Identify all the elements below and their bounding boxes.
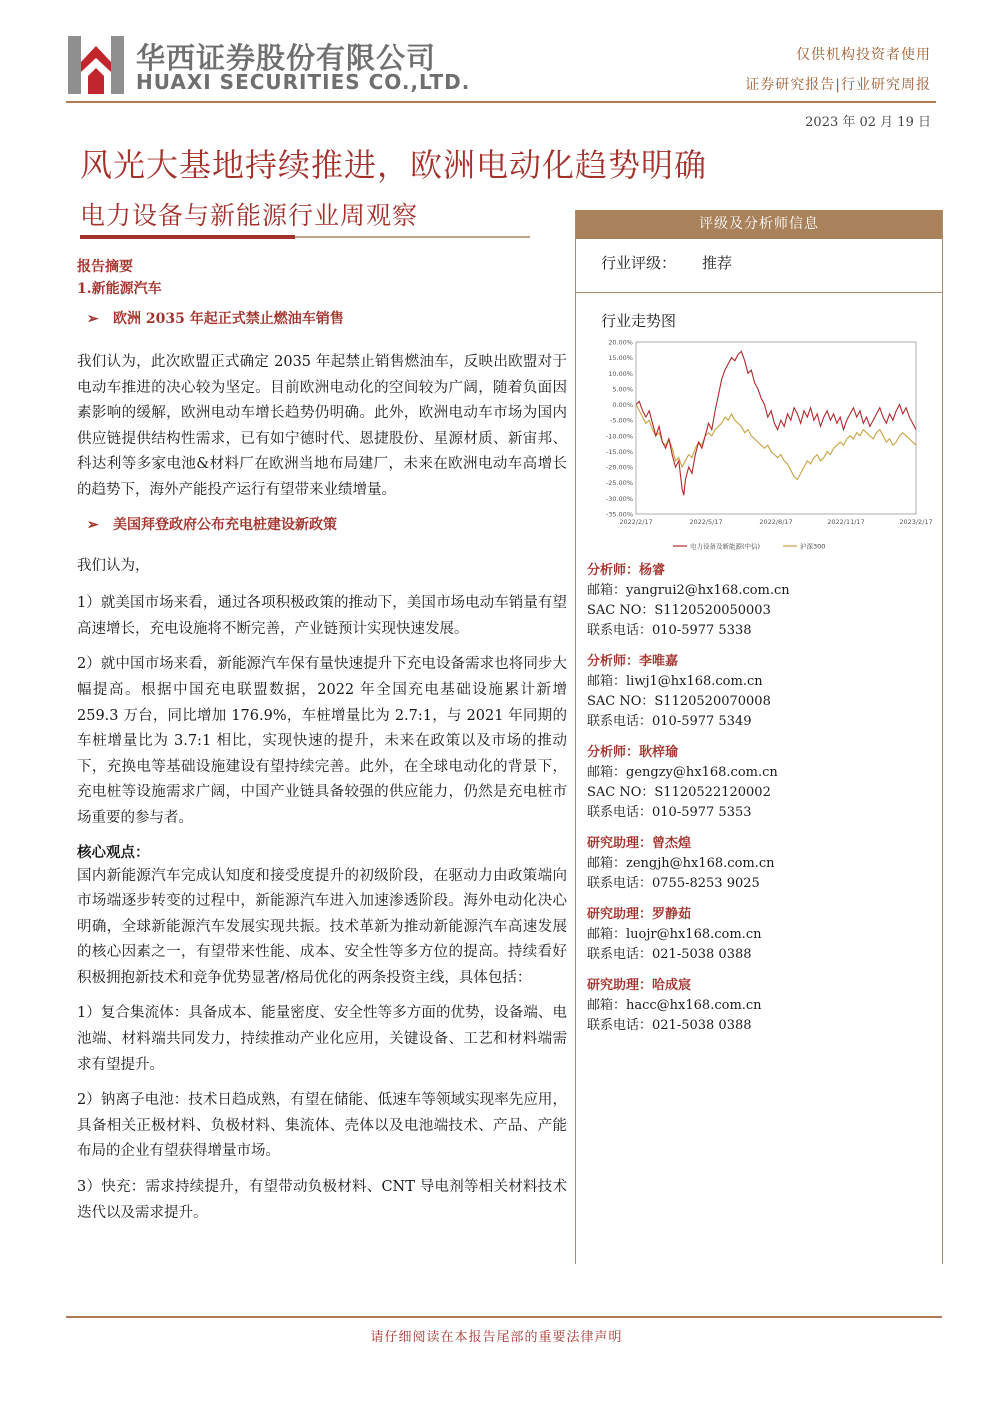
x-tick-label: 2022/8/17 bbox=[759, 518, 793, 526]
company-name-en: HUAXI SECURITIES CO.,LTD. bbox=[136, 70, 471, 94]
company-name-cn: 华西证券股份有限公司 bbox=[136, 41, 437, 75]
series-line bbox=[636, 405, 916, 480]
x-tick-label: 2023/2/17 bbox=[899, 518, 933, 526]
analyst-name: 分析师：李唯嘉 bbox=[587, 654, 679, 669]
bullet-arrow-icon: ➢ bbox=[87, 311, 99, 327]
legal-notice: 请仔细阅读在本报告尾部的重要法律声明 bbox=[370, 1330, 623, 1345]
trend-chart-svg bbox=[598, 338, 943, 560]
x-tick-label: 2022/2/17 bbox=[619, 518, 653, 526]
y-tick-label: -5.00% bbox=[610, 416, 633, 425]
paragraph-china-market: 2）就中国市场来看，新能源汽车保有量快速提升下充电设备需求也将同步大幅提高。根据中国充电联盟数据，2022 年全国充电基础设施累计新增 259.3 万台，同比增加 176.9%，车桩增量比为 2.7:1，与 2021 年同期的车桩增量比为 3.7:1 相比，实现快速的提升，未来在政策以及市场的推动下，充换电等基础设施建设有望持续完善。此外，在全球电动化的背景下，充电桩等设施需求广阔，中国产业链具备较强的供应能力，仍然是充电桩市场重要的参与者。 bbox=[77, 656, 567, 826]
bullet-text: 美国拜登政府公布充电桩建设新政策 bbox=[113, 516, 337, 533]
analyst-card bbox=[587, 834, 937, 894]
y-tick-label: 5.00% bbox=[612, 385, 633, 394]
analyst-sac-number: SAC NO：S1120520050003 bbox=[587, 603, 771, 618]
analyst-card bbox=[587, 976, 937, 1036]
summary-heading: 报告摘要 bbox=[77, 259, 133, 275]
analyst-phone: 联系电话：021-5038 0388 bbox=[587, 1018, 752, 1033]
footer-divider bbox=[66, 1316, 942, 1318]
analyst-phone: 联系电话：010-5977 5353 bbox=[587, 805, 752, 820]
bullet-heading-us bbox=[77, 514, 567, 536]
analyst-phone: 联系电话：010-5977 5349 bbox=[587, 714, 752, 729]
header-divider bbox=[66, 101, 936, 103]
rating-label: 行业评级： bbox=[601, 254, 677, 272]
section-heading-nev: 1.新能源汽车 bbox=[77, 281, 162, 297]
x-tick-label: 2022/11/17 bbox=[827, 518, 865, 526]
industry-rating bbox=[601, 252, 732, 273]
analyst-name: 研究助理：曾杰煌 bbox=[587, 836, 692, 851]
paragraph-sodium-battery: 2）钠离子电池：技术日趋成熟，有望在储能、低速车等领域实现率先应用，具备相关正极材料、负极材料、集流体、壳体以及电池端技术、产品、产能布局的企业有望获得增量市场。 bbox=[77, 1092, 567, 1160]
analyst-name: 分析师：杨睿 bbox=[587, 563, 666, 578]
y-tick-label: -30.00% bbox=[605, 494, 633, 503]
panel-heading: 评级及分析师信息 bbox=[576, 210, 942, 239]
analyst-email[interactable]: 邮箱：hacc@hx168.com.cn bbox=[587, 998, 762, 1013]
subtitle-accent-bar bbox=[80, 235, 295, 239]
audience-note: 仅供机构投资者使用 bbox=[796, 47, 931, 63]
paragraph-us-market: 1）就美国市场来看，通过各项积极政策的推动下，美国市场电动车销量有望高速增长，充电设施将不断完善，产业链预计实现快速发展。 bbox=[77, 595, 567, 637]
analyst-name: 研究助理：罗静茹 bbox=[587, 907, 692, 922]
legend-label: 电力设备及新能源(中信) bbox=[690, 542, 761, 551]
bullet-heading-europe bbox=[77, 308, 567, 330]
y-tick-label: -10.00% bbox=[605, 432, 633, 441]
y-tick-label: 20.00% bbox=[608, 338, 633, 347]
paragraph-core-view: 国内新能源汽车完成认知度和接受度提升的初级阶段，在驱动力由政策端向市场端逐步转变的过程中，新能源汽车进入加速渗透阶段。海外电动化决心明确，全球新能源汽车发展实现共振。技术革新为推动新能源汽车高速发展的核心因素之一，有望带来性能、成本、安全性等多方位的提高。持续看好积极拥抱新技术和竞争优势显著/格局优化的两条投资主线，具体包括： bbox=[77, 867, 567, 986]
bullet-text: 欧洲 2035 年起正式禁止燃油车销售 bbox=[113, 311, 344, 327]
analyst-email[interactable]: 邮箱：liwj1@hx168.com.cn bbox=[587, 674, 763, 689]
paragraph-composite-collector: 1）复合集流体：具备成本、能量密度、安全性等多方面的优势，设备端、电池端、材料端共同发力，持续推动产业化应用，关键设备、工艺和材料端需求有望提升。 bbox=[77, 1005, 567, 1073]
analyst-list bbox=[587, 561, 937, 1047]
analyst-sac-number: SAC NO：S1120520070008 bbox=[587, 694, 771, 709]
report-date: 2023 年 02 月 19 日 bbox=[805, 115, 931, 130]
analyst-email[interactable]: 邮箱：gengzy@hx168.com.cn bbox=[587, 765, 778, 780]
analyst-email[interactable]: 邮箱：zengjh@hx168.com.cn bbox=[587, 856, 775, 871]
plot-frame bbox=[636, 342, 916, 514]
x-tick-label: 2022/5/17 bbox=[689, 518, 723, 526]
analyst-sac-number: SAC NO：S1120522120002 bbox=[587, 785, 771, 800]
legend-label: 沪深300 bbox=[800, 542, 826, 551]
trend-chart-label: 行业走势图 bbox=[601, 312, 677, 330]
core-view-heading: 核心观点： bbox=[77, 843, 150, 861]
panel-divider bbox=[576, 292, 942, 293]
y-tick-label: 0.00% bbox=[612, 401, 633, 410]
analyst-phone: 联系电话：021-5038 0388 bbox=[587, 947, 752, 962]
y-tick-label: -25.00% bbox=[605, 479, 633, 488]
paragraph-intro: 我们认为， bbox=[77, 557, 150, 574]
series-line bbox=[636, 351, 916, 495]
paragraph-fast-charging: 3）快充：需求持续提升，有望带动负极材料、CNT 导电剂等相关材料技术迭代以及需求提升。 bbox=[77, 1179, 567, 1221]
rating-value: 推荐 bbox=[702, 254, 733, 272]
analyst-name: 分析师：耿梓瑜 bbox=[587, 745, 679, 760]
analyst-phone: 联系电话：010-5977 5338 bbox=[587, 623, 752, 638]
summary-column bbox=[77, 256, 567, 1236]
report-title: 风光大基地持续推进，欧洲电动化趋势明确 bbox=[80, 146, 708, 184]
y-tick-label: -35.00% bbox=[605, 510, 633, 519]
y-tick-label: -15.00% bbox=[605, 447, 633, 456]
analyst-card bbox=[587, 905, 937, 965]
analyst-card bbox=[587, 652, 937, 732]
analyst-card bbox=[587, 743, 937, 823]
paragraph-europe: 我们认为，此次欧盟正式确定 2035 年起禁止销售燃油车，反映出欧盟对于电动车推进的决心较为坚定。目前欧洲电动化的空间较为广阔，随着负面因素影响的缓解，欧洲电动车增长趋势仍明确。此外，欧洲电动车市场为国内供应链提供结构性需求，已有如宁德时代、恩捷股份、星源材质、新宙邦、科达利等多家电池&材料厂在欧洲当地布局建厂，未来在欧洲电动车高增长的趋势下，海外产能投产运行有望带来业绩增量。 bbox=[77, 354, 567, 498]
y-tick-label: 10.00% bbox=[608, 369, 633, 378]
y-tick-label: -20.00% bbox=[605, 463, 633, 472]
industry-trend-chart bbox=[598, 338, 943, 560]
analyst-name: 研究助理：哈成宸 bbox=[587, 978, 692, 993]
analyst-email[interactable]: 邮箱：yangrui2@hx168.com.cn bbox=[587, 583, 790, 598]
report-type: 证券研究报告|行业研究周报 bbox=[745, 77, 931, 93]
analyst-phone: 联系电话：0755-8253 9025 bbox=[587, 876, 760, 891]
analyst-card bbox=[587, 561, 937, 641]
rating-analyst-panel bbox=[575, 210, 943, 1264]
report-subtitle: 电力设备与新能源行业周观察 bbox=[80, 201, 419, 230]
huaxi-logo-icon bbox=[66, 32, 126, 98]
y-tick-label: 15.00% bbox=[608, 354, 633, 363]
bullet-arrow-icon: ➢ bbox=[87, 516, 99, 533]
analyst-email[interactable]: 邮箱：luojr@hx168.com.cn bbox=[587, 927, 762, 942]
